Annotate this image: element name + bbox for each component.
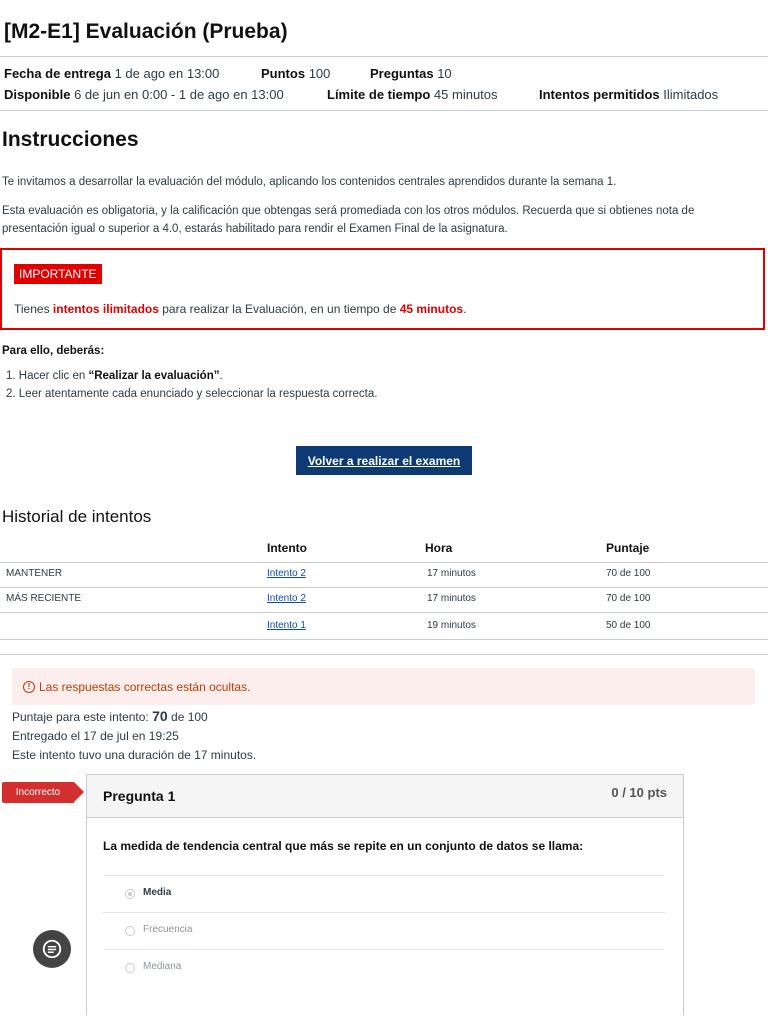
row-label: MANTENER <box>6 568 63 579</box>
attempt-time: 17 minutos <box>427 568 476 579</box>
warning-icon: ! <box>23 681 35 693</box>
answer-option-label: Mediana <box>143 961 182 972</box>
answer-option[interactable] <box>103 949 665 987</box>
meta-divider <box>0 110 768 111</box>
attempt-time: 17 minutos <box>427 593 476 604</box>
question-text: La medida de tendencia central que más se repite en un conjunto de datos se llama: <box>103 839 584 853</box>
answer-option[interactable] <box>103 875 665 913</box>
radio-icon[interactable] <box>125 926 135 936</box>
attempt-score: 50 de 100 <box>606 620 651 631</box>
answer-option[interactable] <box>103 912 665 950</box>
availability: Disponible 6 de jun en 0:00 - 1 de ago en 13:00 <box>4 87 284 102</box>
question-header <box>87 775 683 818</box>
incorrect-badge: Incorrecto <box>2 782 74 803</box>
retake-exam-button[interactable]: Volver a realizar el examen <box>296 446 472 475</box>
column-header-time: Hora <box>425 541 453 555</box>
alert-text: Las respuestas correctas están ocultas. <box>39 679 251 694</box>
table-row <box>0 562 768 588</box>
question-points: 0 / 10 pts <box>611 785 667 800</box>
column-header-score: Puntaje <box>606 541 650 555</box>
question-card <box>86 774 684 1015</box>
attempts-allowed: Intentos permitidos Ilimitados <box>539 87 719 102</box>
attempt-score-summary: Puntaje para este intento: 70 de 100 <box>12 708 208 724</box>
instructions-paragraph-2: Esta evaluación es obligatoria, y la calificación que obtengas será promediada con los otros módulos. Recuerda que si obtienes nota de presentación igual o superior a 4.0, estarás habilitado para rendir el Examen Final de la asignatura. <box>2 205 695 235</box>
title-divider <box>0 56 768 57</box>
page-title: [M2-E1] Evaluación (Prueba) <box>4 20 288 43</box>
due-date: Fecha de entrega 1 de ago en 13:00 <box>4 66 220 81</box>
questions-count: Preguntas 10 <box>370 66 452 81</box>
table-header <box>0 536 768 563</box>
submitted-date: Entregado el 17 de jul en 19:25 <box>12 729 179 743</box>
step-2: 2. Leer atentamente cada enunciado y seleccionar la respuesta correcta. <box>6 388 378 400</box>
important-badge: IMPORTANTE <box>14 264 102 284</box>
table-row <box>0 587 768 613</box>
radio-selected-icon[interactable] <box>125 889 135 899</box>
attempt-link[interactable]: Intento 2 <box>267 568 306 579</box>
attempt-time: 19 minutos <box>427 620 476 631</box>
column-header-attempt: Intento <box>267 541 307 555</box>
answer-option-label: Frecuencia <box>143 924 193 935</box>
attempt-score: 70 de 100 <box>606 568 651 579</box>
history-divider <box>0 654 768 655</box>
attempt-duration: Este intento tuvo una duración de 17 minutos. <box>12 748 257 762</box>
step-1: 1. Hacer clic en “Realizar la evaluación”. <box>6 370 223 382</box>
radio-icon[interactable] <box>125 963 135 973</box>
answer-option-label: Media <box>143 887 172 898</box>
points: Puntos 100 <box>261 66 331 81</box>
hidden-answers-alert <box>12 668 755 705</box>
important-text: Tienes intentos ilimitados para realizar la Evaluación, en un tiempo de 45 minutos. <box>14 302 467 316</box>
steps-title: Para ello, deberás: <box>2 345 105 357</box>
important-notice <box>0 248 765 330</box>
instructions-heading: Instrucciones <box>2 128 139 151</box>
attempt-link[interactable]: Intento 2 <box>267 593 306 604</box>
chat-bubble-icon <box>41 938 63 960</box>
instructions-paragraph-1: Te invitamos a desarrollar la evaluación del módulo, aplicando los contenidos centrales aprendidos durante la semana 1. <box>2 176 617 188</box>
time-limit: Límite de tiempo 45 minutos <box>327 87 498 102</box>
attempt-link[interactable]: Intento 1 <box>267 620 306 631</box>
table-row <box>0 613 768 640</box>
history-heading: Historial de intentos <box>2 507 152 526</box>
attempt-score: 70 de 100 <box>606 593 651 604</box>
chat-button[interactable] <box>33 930 71 968</box>
row-label: MÁS RECIENTE <box>6 593 82 604</box>
question-title: Pregunta 1 <box>103 788 176 804</box>
